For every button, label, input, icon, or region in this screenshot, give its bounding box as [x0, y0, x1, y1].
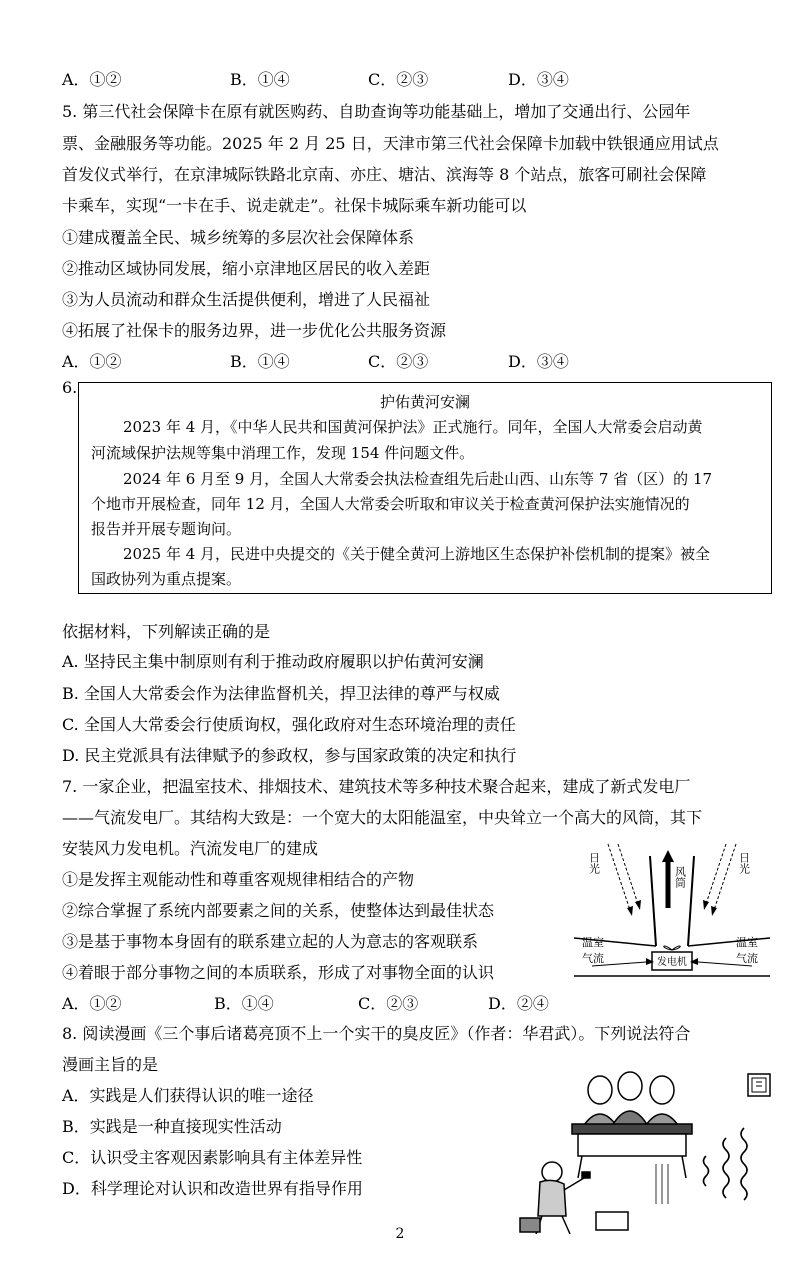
q6-option-d: D. 民主党派具有法律赋予的参政权，参与国家政策的决定和执行 — [62, 746, 517, 765]
q6-box-line: 2023 年 4 月，《中华人民共和国黄河保护法》正式施行。同年，全国人大常委会启动黄 — [123, 418, 703, 436]
cartoon-illustration — [512, 1068, 774, 1236]
q5-option-c: C．②③ — [368, 352, 429, 371]
q5-stem-line: 首发仪式举行，在京津城际铁路北京南、亦庄、塘沽、滨海等 8 个站点，旅客可刷社会保障 — [62, 165, 707, 184]
sunlight-left-label: 日光 — [587, 852, 601, 874]
q5-option-d: D．③④ — [508, 352, 569, 371]
q7-item: ④着眼于部分事物之间的本质联系，形成了对事物全面的认识 — [62, 963, 495, 982]
airflow-right-label: 气流 — [736, 952, 758, 965]
q7-option-c: C．②③ — [358, 994, 419, 1013]
q7-option-a: A．①② — [62, 994, 122, 1013]
greenhouse-right-label: 温室 — [736, 936, 758, 949]
q6-box-line: 国政协列为重点提案。 — [91, 570, 242, 588]
q7-stem-line: 7. 一家企业，把温室技术、排烟技术、建筑技术等多种技术聚合起来，建成了新式发电厂 — [62, 777, 691, 796]
page-number: 2 — [395, 1226, 405, 1242]
q6-box-line: 报告并开展专题询问。 — [91, 520, 242, 538]
q6-option-b: B. 全国人大常委会作为法律监督机关，捍卫法律的尊严与权威 — [62, 684, 500, 703]
q4-option-a: A．①② — [62, 70, 122, 89]
greenhouse-left-label: 温室 — [582, 936, 604, 949]
q7-option-d: D．②④ — [488, 994, 549, 1013]
sunlight-right-label: 日光 — [737, 852, 751, 874]
q5-item: ③为人员流动和群众生活提供便利，增进了人民福祉 — [62, 290, 431, 309]
q6-material-box — [78, 382, 772, 594]
q7-stem-line: 安装风力发电机。汽流发电厂的建成 — [62, 839, 319, 858]
q8-stem-line: 8. 阅读漫画《三个事后诸葛亮顶不上一个实干的臭皮匠》（作者：华君武）。下列说法符合 — [62, 1024, 691, 1043]
q7-option-b: B．①④ — [214, 994, 274, 1013]
chimney-label: 风筒 — [673, 866, 687, 888]
q7-stem-line: ——气流发电厂。其结构大致是：一个宽大的太阳能温室，中央耸立一个高大的风筒，其下 — [62, 808, 703, 827]
q4-option-b: B．①④ — [230, 70, 290, 89]
generator-label: 发电机 — [657, 957, 687, 968]
q6-number: 6. — [62, 378, 78, 397]
q8-option-d: D．科学理论对认识和改造世界有指导作用 — [62, 1179, 363, 1198]
airflow-power-plant-diagram — [572, 838, 772, 978]
q6-box-line: 河流域保护法规等集中消理工作，发现 154 件问题文件。 — [91, 444, 475, 462]
q8-option-c: C．认识受主客观因素影响具有主体差异性 — [62, 1148, 363, 1167]
airflow-left-label: 气流 — [582, 952, 604, 965]
q5-item: ②推动区域协同发展，缩小京津地区居民的收入差距 — [62, 259, 431, 278]
q5-item: ④拓展了社保卡的服务边界，进一步优化公共服务资源 — [62, 321, 447, 340]
q5-option-a: A．①② — [62, 352, 122, 371]
q5-item: ①建成覆盖全民、城乡统筹的多层次社会保障体系 — [62, 228, 415, 247]
q8-stem-line: 漫画主旨的是 — [62, 1055, 159, 1074]
q7-item: ③是基于事物本身固有的联系建立起的人为意志的客观联系 — [62, 932, 479, 951]
q5-stem-line: 5. 第三代社会保障卡在原有就医购药、自助查询等功能基础上，增加了交通出行、公园年 — [62, 102, 691, 121]
q6-box-title: 护佑黄河安澜 — [379, 393, 470, 411]
q4-option-d: D．③④ — [508, 70, 569, 89]
q8-option-a: A．实践是人们获得认识的唯一途径 — [62, 1086, 314, 1105]
q7-item: ②综合掌握了系统内部要素之间的关系，使整体达到最佳状态 — [62, 901, 495, 920]
q6-box-line: 个地市开展检查，同年 12 月，全国人大常委会听取和审议关于检查黄河保护法实施情况的 — [91, 495, 690, 513]
q6-option-c: C. 全国人大常委会行使质询权，强化政府对生态环境治理的责任 — [62, 715, 516, 734]
q5-stem-line: 卡乘车，实现“一卡在手、说走就走”。社保卡城际乘车新功能可以 — [62, 196, 527, 215]
q4-option-c: C．②③ — [368, 70, 429, 89]
q5-option-b: B．①④ — [230, 352, 290, 371]
q6-box-line: 2025 年 4 月，民进中央提交的《关于健全黄河上游地区生态保护补偿机制的提案》被全 — [123, 545, 711, 563]
q5-stem-line: 票、金融服务等功能。2025 年 2 月 25 日，天津市第三代社会保障卡加载中铁银通应用试点 — [62, 134, 719, 153]
q8-option-b: B．实践是一种直接现实性活动 — [62, 1117, 282, 1136]
q6-stem: 依据材料，下列解读正确的是 — [62, 622, 271, 641]
q6-option-a: A. 坚持民主集中制原则有利于推动政府履职以护佑黄河安澜 — [62, 652, 484, 671]
q7-item: ①是发挥主观能动性和尊重客观规律相结合的产物 — [62, 870, 415, 889]
q6-box-line: 2024 年 6 月至 9 月，全国人大常委会执法检查组先后赴山西、山东等 7 省（区）的 17 — [123, 470, 713, 488]
